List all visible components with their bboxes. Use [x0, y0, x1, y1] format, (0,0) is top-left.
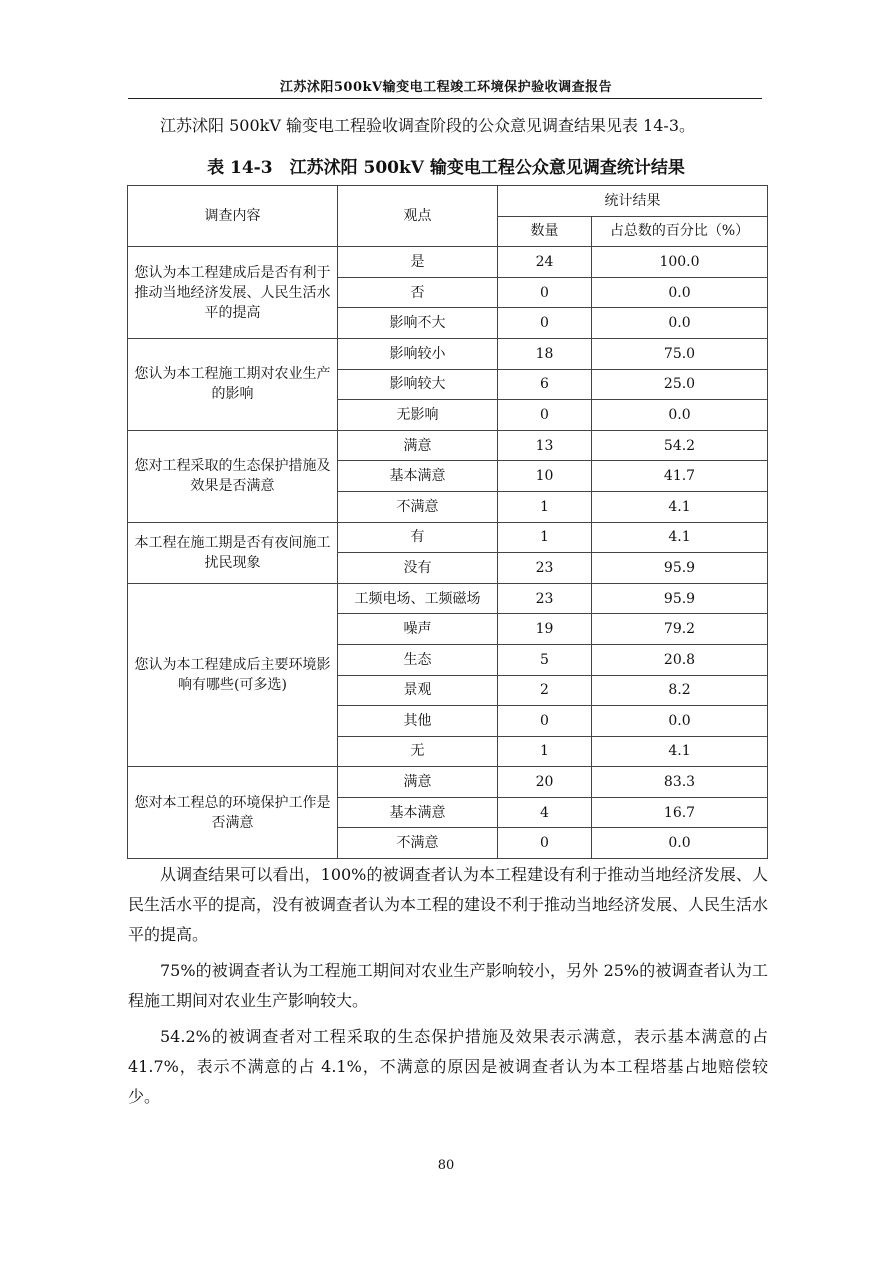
percent-cell: 4.1	[592, 736, 768, 767]
count-cell: 18	[498, 338, 592, 369]
question-cell: 您认为本工程建成后是否有利于推动当地经济发展、人民生活水平的提高	[128, 247, 338, 339]
count-cell: 23	[498, 583, 592, 614]
count-cell: 24	[498, 247, 592, 278]
opinion-cell: 工频电场、工频磁场	[338, 583, 498, 614]
count-cell: 4	[498, 797, 592, 828]
opinion-cell: 影响较小	[338, 338, 498, 369]
intro-paragraph: 江苏沭阳 500kV 输变电工程验收调查阶段的公众意见调查结果见表 14-3。	[160, 116, 695, 135]
opinion-cell: 否	[338, 277, 498, 308]
question-cell: 您认为本工程建成后主要环境影响有哪些(可多选)	[128, 583, 338, 767]
percent-cell: 0.0	[592, 277, 768, 308]
percent-cell: 75.0	[592, 338, 768, 369]
percent-cell: 0.0	[592, 400, 768, 431]
opinion-cell: 没有	[338, 553, 498, 584]
percent-cell: 95.9	[592, 553, 768, 584]
opinion-cell: 有	[338, 522, 498, 553]
table-row	[128, 247, 768, 278]
opinion-cell: 景观	[338, 675, 498, 706]
page-number: 80	[437, 1158, 455, 1173]
percent-cell: 95.9	[592, 583, 768, 614]
count-cell: 1	[498, 491, 592, 522]
table-row	[128, 430, 768, 461]
question-cell: 您对工程采取的生态保护措施及效果是否满意	[128, 430, 338, 522]
percent-cell: 79.2	[592, 614, 768, 645]
count-cell: 1	[498, 736, 592, 767]
table-header-row	[128, 186, 768, 217]
opinion-cell: 噪声	[338, 614, 498, 645]
table-row	[128, 338, 768, 369]
opinion-cell: 无	[338, 736, 498, 767]
count-cell: 0	[498, 308, 592, 339]
opinion-cell: 生态	[338, 644, 498, 675]
table-caption: 表 14-3 江苏沭阳 500kV 输变电工程公众意见调查统计结果	[207, 158, 685, 178]
opinion-cell: 不满意	[338, 828, 498, 859]
question-cell: 您认为本工程施工期对农业生产的影响	[128, 338, 338, 430]
header-percent: 占总数的百分比（%）	[592, 216, 768, 247]
percent-cell: 0.0	[592, 706, 768, 737]
header-rule	[128, 98, 762, 99]
opinion-cell: 基本满意	[338, 797, 498, 828]
header-stats: 统计结果	[498, 186, 768, 217]
header-opinion: 观点	[338, 186, 498, 247]
count-cell: 20	[498, 767, 592, 798]
count-cell: 0	[498, 400, 592, 431]
count-cell: 19	[498, 614, 592, 645]
opinion-cell: 影响较大	[338, 369, 498, 400]
opinion-cell: 满意	[338, 430, 498, 461]
percent-cell: 4.1	[592, 491, 768, 522]
percent-cell: 83.3	[592, 767, 768, 798]
opinion-cell: 是	[338, 247, 498, 278]
percent-cell: 54.2	[592, 430, 768, 461]
percent-cell: 41.7	[592, 461, 768, 492]
percent-cell: 100.0	[592, 247, 768, 278]
header-count: 数量	[498, 216, 592, 247]
percent-cell: 0.0	[592, 308, 768, 339]
percent-cell: 4.1	[592, 522, 768, 553]
percent-cell: 16.7	[592, 797, 768, 828]
count-cell: 10	[498, 461, 592, 492]
survey-results-table	[127, 185, 768, 859]
percent-cell: 25.0	[592, 369, 768, 400]
table-row	[128, 522, 768, 553]
table-body	[128, 247, 768, 859]
opinion-cell: 不满意	[338, 491, 498, 522]
opinion-cell: 满意	[338, 767, 498, 798]
paragraph-1: 从调查结果可以看出，100%的被调查者认为本工程建设有利于推动当地经济发展、人民生活水平的提高，没有被调查者认为本工程的建设不利于推动当地经济发展、人民生活水平的提高。	[128, 865, 769, 944]
table-row	[128, 767, 768, 798]
page-header: 江苏沭阳500kV输变电工程竣工环境保护验收调查报告	[279, 80, 613, 95]
count-cell: 0	[498, 706, 592, 737]
question-cell: 您对本工程总的环境保护工作是否满意	[128, 767, 338, 859]
count-cell: 6	[498, 369, 592, 400]
paragraph-3: 54.2%的被调查者对工程采取的生态保护措施及效果表示满意，表示基本满意的占 41.7%，表示不满意的占 4.1%，不满意的原因是被调查者认为本工程塔基占地赔偿较少。	[128, 1027, 768, 1106]
count-cell: 0	[498, 277, 592, 308]
opinion-cell: 影响不大	[338, 308, 498, 339]
opinion-cell: 基本满意	[338, 461, 498, 492]
percent-cell: 20.8	[592, 644, 768, 675]
count-cell: 2	[498, 675, 592, 706]
count-cell: 1	[498, 522, 592, 553]
opinion-cell: 其他	[338, 706, 498, 737]
count-cell: 5	[498, 644, 592, 675]
table-row	[128, 583, 768, 614]
body-text	[128, 860, 768, 1118]
percent-cell: 0.0	[592, 828, 768, 859]
count-cell: 13	[498, 430, 592, 461]
count-cell: 23	[498, 553, 592, 584]
opinion-cell: 无影响	[338, 400, 498, 431]
header-content: 调查内容	[128, 186, 338, 247]
percent-cell: 8.2	[592, 675, 768, 706]
count-cell: 0	[498, 828, 592, 859]
question-cell: 本工程在施工期是否有夜间施工扰民现象	[128, 522, 338, 583]
paragraph-2: 75%的被调查者认为工程施工期间对农业生产影响较小，另外 25%的被调查者认为工程施工期间对农业生产影响较大。	[128, 961, 768, 1010]
